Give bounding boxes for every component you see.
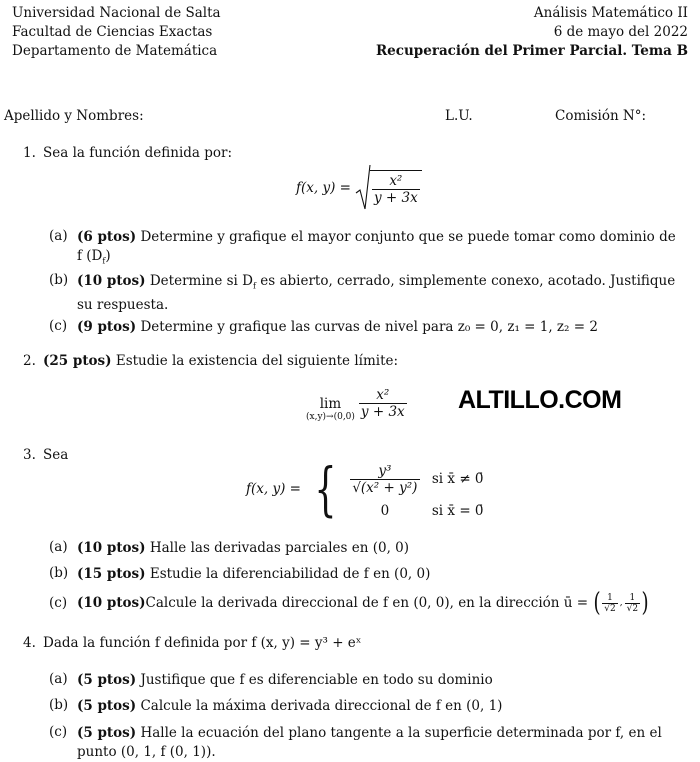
q3-piecewise [246, 456, 484, 522]
lu-label: L.U. [445, 108, 473, 124]
q1b-sub: f [252, 281, 256, 291]
q3-case1-den: √(x² + y²) [352, 479, 418, 496]
q3c-vec2 [625, 593, 640, 614]
q2-lim: lim [319, 396, 342, 412]
q1a-body: Determine y grafique el mayor conjunto que se puede tomar como dominio de f (D [77, 229, 676, 264]
q1-func-den: y + 3x [373, 190, 418, 206]
q2-number: 2. [23, 353, 36, 369]
q3-case1-cond: si x̄ ≠ 0̄ [431, 471, 484, 487]
q3-cases [350, 457, 484, 521]
commission-label: Comisión N°: [555, 108, 647, 124]
q3b-body: Estudie la diferenciabilidad de f en (0, 0) [145, 566, 431, 582]
q1b-body1: Determine si D [145, 273, 253, 289]
q4c-points: (5 ptos) [77, 725, 137, 741]
brace-symbol: { [314, 455, 337, 523]
q1a-text [77, 228, 682, 271]
q2-body: Estudie la existencia del siguiente límite: [111, 353, 399, 369]
q1b-body2: es abierto, cerrado, simplemente conexo, acotado. Justifique su respuesta. [77, 273, 676, 313]
q1-number: 1. [23, 145, 36, 161]
q4a-points: (5 ptos) [77, 672, 137, 688]
name-label: Apellido y Nombres: [4, 108, 144, 124]
q1a-end: ) [105, 248, 111, 264]
q3b-text [77, 565, 682, 584]
q3c-vec1-num: 1 [602, 593, 617, 604]
q3c-paren-close: ) [641, 588, 649, 618]
q4-number: 4. [23, 635, 36, 651]
q4a-text [77, 671, 682, 690]
q3b-label: (b) [49, 565, 69, 581]
q3c-vec2-num: 1 [625, 593, 640, 604]
q4b-text [77, 697, 682, 716]
q4a-label: (a) [49, 671, 68, 687]
q2-points: (25 ptos) [43, 353, 112, 369]
q3c-comma: , [619, 598, 623, 608]
q3-case1-frac [350, 463, 420, 496]
q3c-label: (c) [49, 595, 68, 611]
q3c-vec1 [602, 593, 617, 614]
q3a-body: Halle las derivadas parciales en (0, 0) [145, 540, 410, 556]
q4c-label: (c) [49, 724, 68, 740]
q1c-points: (9 ptos) [77, 319, 137, 335]
q3c-paren-open: ( [593, 588, 601, 618]
q1-fraction [370, 170, 422, 206]
q1c-body: Determine y grafique las curvas de nivel para z₀ = 0, z₁ = 1, z₂ = 2 [136, 319, 598, 335]
q1a-sub: f [102, 256, 106, 266]
q3c-vec2-den: √2 [626, 603, 639, 614]
q4c-text [77, 724, 682, 762]
sqrt-symbol [355, 163, 371, 213]
q2-limit [306, 381, 407, 425]
department-name: Departamento de Matemática [12, 43, 218, 59]
exam-date: 6 de mayo del 2022 [553, 24, 688, 40]
university-name: Universidad Nacional de Salta [12, 5, 221, 21]
q1-func-num: x² [372, 173, 420, 190]
q3-case2-cond: si x̄ = 0̄ [431, 503, 484, 519]
q1c-label: (c) [49, 318, 68, 334]
q3-case2 [350, 501, 484, 521]
q3c-points: (10 ptos) [77, 595, 146, 611]
q3b-points: (15 ptos) [77, 566, 146, 582]
course-name: Análisis Matemático II [533, 5, 688, 21]
exam-title: Recuperación del Primer Parcial. Tema B [375, 43, 688, 59]
q1b-points: (10 ptos) [77, 273, 146, 289]
q3a-label: (a) [49, 539, 68, 555]
q3-number: 3. [23, 447, 36, 463]
q1-intro: Sea la función definida por: [43, 145, 233, 161]
q4c-body: Halle la ecuación del plano tangente a la superficie determinada por f, en el punto (0, 1, f (0, 1)). [77, 725, 662, 760]
q4b-points: (5 ptos) [77, 698, 137, 714]
q3-case1-num: y³ [350, 463, 420, 480]
q2-lim-sub: (x,y)→(0,0) [306, 412, 355, 422]
q3-case2-val: 0 [380, 503, 390, 519]
q4a-body: Justifique que f es diferenciable en todo su dominio [136, 672, 493, 688]
q1-func-lhs: f(x, y) = [296, 180, 351, 196]
q3a-points: (10 ptos) [77, 540, 146, 556]
q2-fraction [359, 387, 407, 420]
q3a-text [77, 539, 682, 558]
q1a-points: (6 ptos) [77, 229, 137, 245]
q1-function [296, 162, 422, 214]
q2-statement [43, 353, 398, 369]
q1b-text [77, 272, 682, 315]
q1b-label: (b) [49, 272, 69, 288]
q3-func-lhs: f(x, y) = [246, 481, 301, 497]
q2-den: y + 3x [360, 403, 405, 420]
q1c-text [77, 318, 682, 337]
q3-intro: Sea [43, 447, 69, 463]
q2-num: x² [359, 387, 407, 404]
q3c-vec1-den: √2 [604, 603, 616, 614]
q4b-body: Calcule la máxima derivada direccional de f en (0, 1) [136, 698, 503, 714]
faculty-name: Facultad de Ciencias Exactas [12, 24, 213, 40]
q4-intro: Dada la función f definida por f (x, y) = y³ + eˣ [43, 635, 362, 651]
q3c-text [77, 586, 650, 620]
q2-lim-block [306, 384, 355, 422]
q1a-label: (a) [49, 228, 68, 244]
q4b-label: (b) [49, 697, 69, 713]
watermark-logo: ALTILLO.COM [458, 386, 622, 414]
q3-case1 [350, 457, 484, 501]
q3c-body: Calcule la derivada direccional de f en (0, 0), en la dirección ū = [145, 595, 589, 611]
